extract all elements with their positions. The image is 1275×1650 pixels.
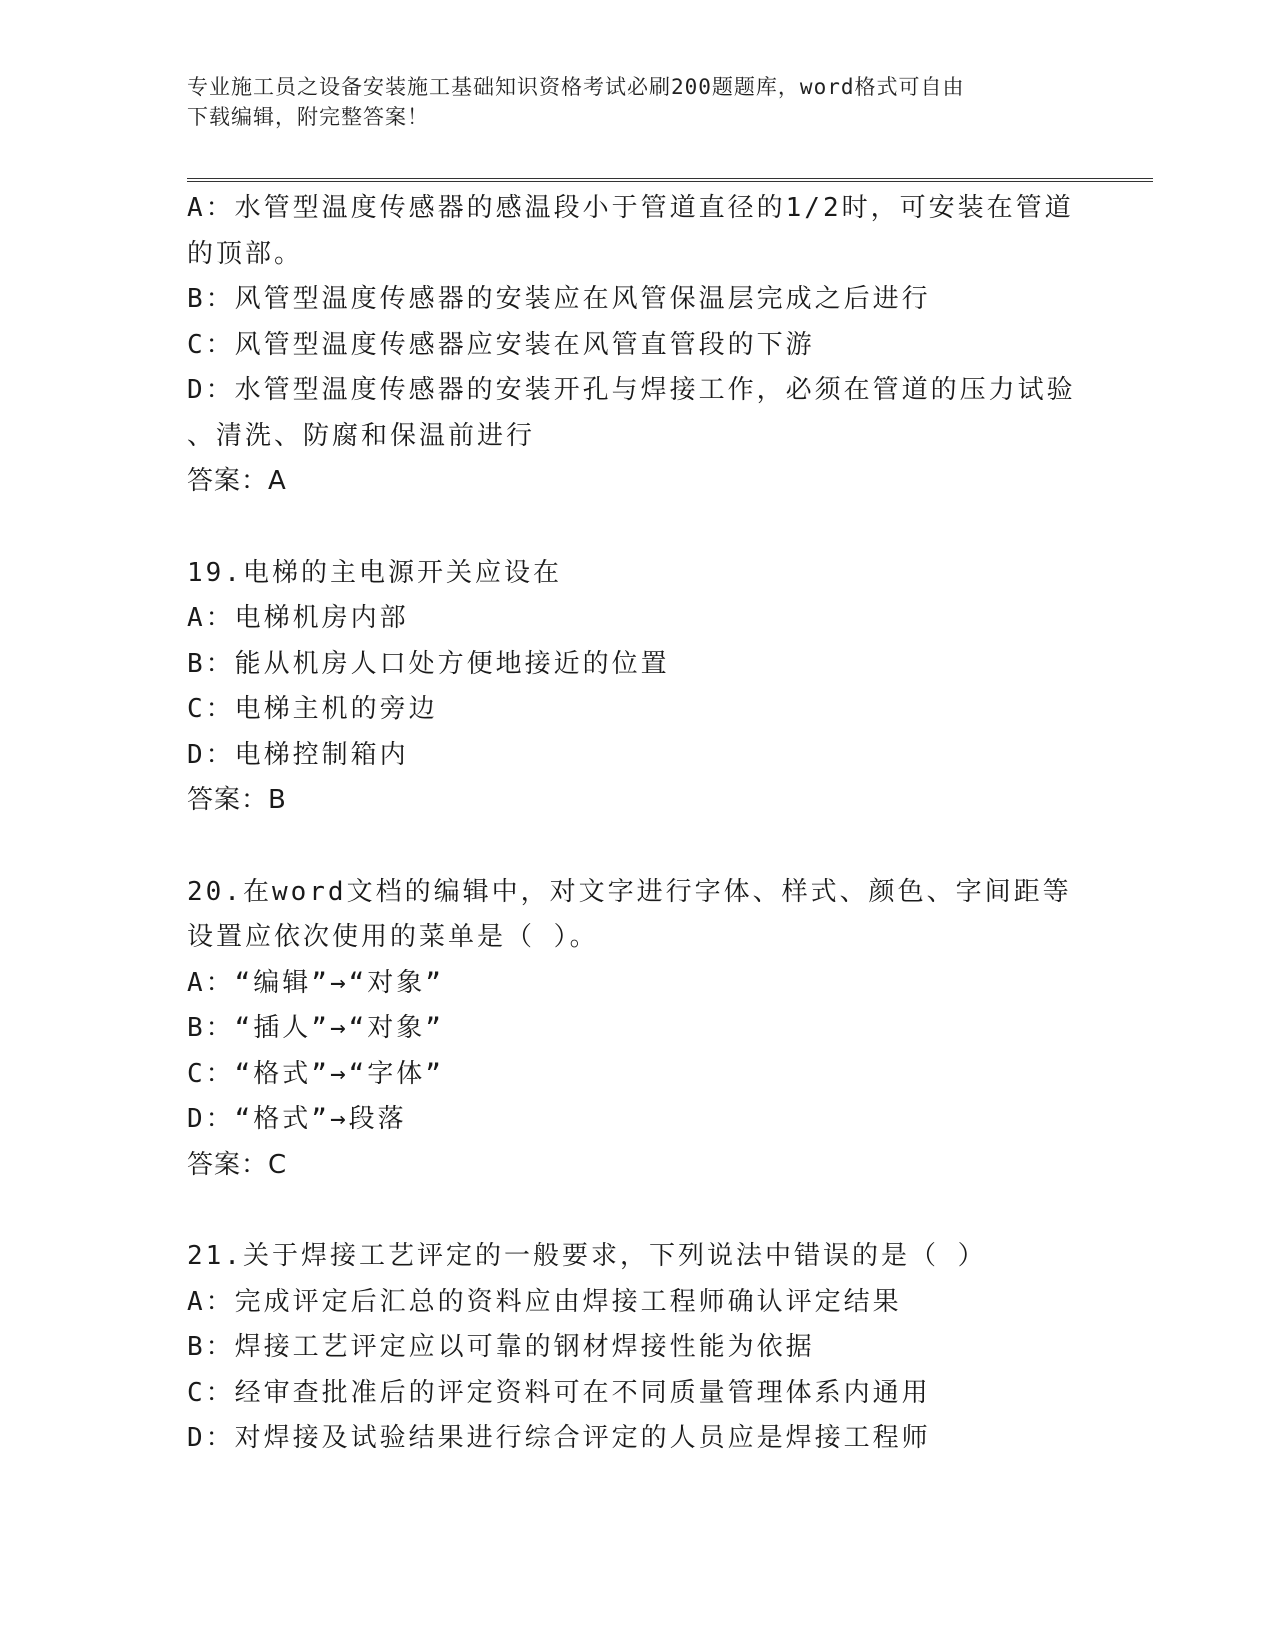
q21-option-a: A：完成评定后汇总的资料应由焊接工程师确认评定结果 [187,1286,902,1317]
q18-option-d-line-1: D：水管型温度传感器的安装开孔与焊接工作，必须在管道的压力试验 [187,375,1076,405]
q21-option-b: B：焊接工艺评定应以可靠的钢材焊接性能为依据 [187,1332,815,1362]
q20-option-b: B：“插人”→“对象” [187,1013,444,1043]
q19-option-d: D：电梯控制箱内 [187,739,409,770]
q18-option-b: B：风管型温度传感器的安装应在风管保温层完成之后进行 [187,284,931,314]
spacer [187,824,1087,870]
q19-option-b: B：能从机房人口处方便地接近的位置 [187,648,670,679]
q18-option-c: C：风管型温度传感器应安装在风管直管段的下游 [187,329,815,360]
question-19-block [187,551,1087,824]
q20-option-a: A：“编辑”→“对象” [187,967,444,998]
q18-answer: 答案：A [187,466,287,496]
question-list [187,186,1087,1462]
q21-question: 21.关于焊接工艺评定的一般要求，下列说法中错误的是（ ） [187,1241,987,1271]
q18-option-a-line-1: A：水管型温度传感器的感温段小于管道直径的1/2时，可安装在管道 [187,193,1074,223]
q19-question: 19.电梯的主电源开关应设在 [187,557,562,588]
q20-question-line-2: 设置应依次使用的菜单是（ ）。 [187,922,599,952]
spacer [187,1188,1087,1234]
header-line-2: 下载编辑，附完整答案！ [187,105,429,129]
document-header [187,72,1087,132]
question-20-block [187,870,1087,1189]
header-divider [187,178,1153,182]
q20-option-c: C：“格式”→“字体” [187,1058,444,1089]
q19-option-c: C：电梯主机的旁边 [187,694,438,724]
question-21-block [187,1234,1087,1462]
q20-option-d: D：“格式”→段落 [187,1104,407,1134]
q19-option-a: A：电梯机房内部 [187,603,409,633]
q20-answer: 答案：C [187,1149,288,1180]
q20-question-line-1: 20.在word文档的编辑中，对文字进行字体、样式、颜色、字间距等 [187,876,1072,907]
question-18-block [187,186,1087,505]
spacer [187,505,1087,551]
q18-option-d-line-2: 、清洗、防腐和保温前进行 [187,420,536,451]
q21-option-c: C：经审查批准后的评定资料可在不同质量管理体系内通用 [187,1377,931,1408]
q18-option-a-line-2: 的顶部。 [187,238,304,269]
q19-answer: 答案：B [187,785,287,815]
q21-option-d: D：对焊接及试验结果进行综合评定的人员应是焊接工程师 [187,1423,931,1453]
header-line-1: 专业施工员之设备安装施工基础知识资格考试必刷200题题库，word格式可自由 [187,75,965,99]
